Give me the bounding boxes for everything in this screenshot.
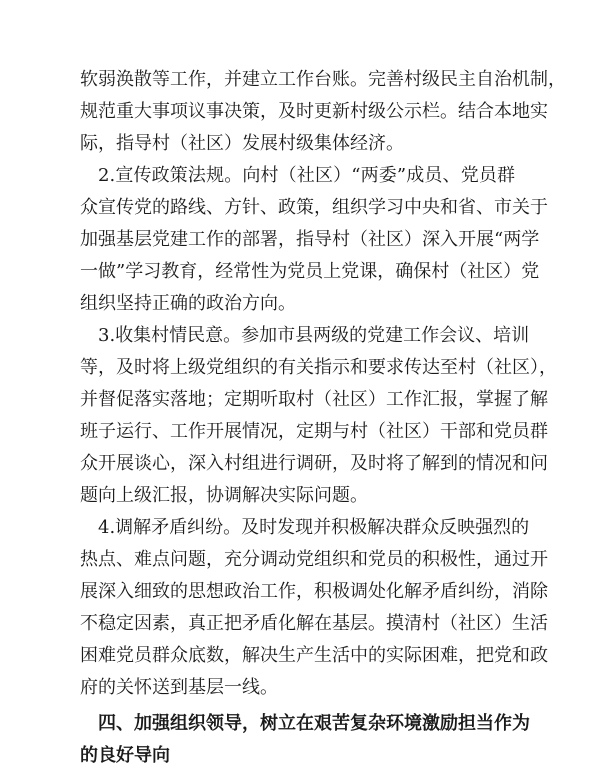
text-line: 一做”学习教育，经常性为党员上党课，确保村（社区）党 — [80, 261, 540, 282]
text-line: 等，及时将上级党组织的有关指示和要求传达至村（社区）， — [80, 357, 557, 378]
text-line: 3.收集村情民意。参加市县两级的党建工作会议、培训 — [98, 325, 530, 346]
text-line: 4.调解矛盾纠纷。及时发现并积极解决群众反映强烈的 — [98, 517, 530, 538]
text-line: 组织坚持正确的政治方向。 — [80, 293, 296, 314]
text-line: 际，指导村（社区）发展村级集体经济。 — [80, 133, 404, 154]
text-line: 题向上级汇报，协调解决实际问题。 — [80, 485, 368, 506]
document-body — [80, 64, 566, 772]
text-line: 热点、难点问题，充分调动党组织和党员的积极性，通过开 — [80, 549, 548, 570]
section-heading — [80, 708, 530, 772]
paragraph-item-4 — [80, 512, 548, 704]
text-line: 并督促落实落地；定期听取村（社区）工作汇报，掌握了解 — [80, 389, 548, 410]
text-line: 府的关怀送到基层一线。 — [80, 677, 278, 698]
heading-line: 四、加强组织领导，树立在艰苦复杂环境激励担当作为 — [98, 713, 530, 734]
text-line: 众开展谈心，深入村组进行调研，及时将了解到的情况和问 — [80, 453, 548, 474]
text-line: 加强基层党建工作的部署，指导村（社区）深入开展“两学 — [80, 229, 540, 250]
heading-line: 的良好导向 — [80, 745, 170, 766]
paragraph-intro-continued — [80, 64, 566, 160]
text-line: 众宣传党的路线、方针、政策，组织学习中央和省、市关于 — [80, 197, 548, 218]
paragraph-item-2 — [80, 160, 548, 320]
text-line: 班子运行、工作开展情况，定期与村（社区）干部和党员群 — [80, 421, 548, 442]
text-line: 规范重大事项议事决策，及时更新村级公示栏。结合本地实 — [80, 101, 548, 122]
text-line: 2.宣传政策法规。向村（社区）“两委”成员、党员群 — [98, 165, 515, 186]
text-line: 软弱涣散等工作，并建立工作台账。完善村级民主自治机制， — [80, 69, 566, 90]
text-line: 困难党员群众底数，解决生产生活中的实际困难，把党和政 — [80, 645, 548, 666]
text-line: 展深入细致的思想政治工作，积极调处化解矛盾纠纷，消除 — [80, 581, 548, 602]
text-line: 不稳定因素，真正把矛盾化解在基层。摸清村（社区）生活 — [80, 613, 548, 634]
paragraph-item-3 — [80, 320, 557, 512]
